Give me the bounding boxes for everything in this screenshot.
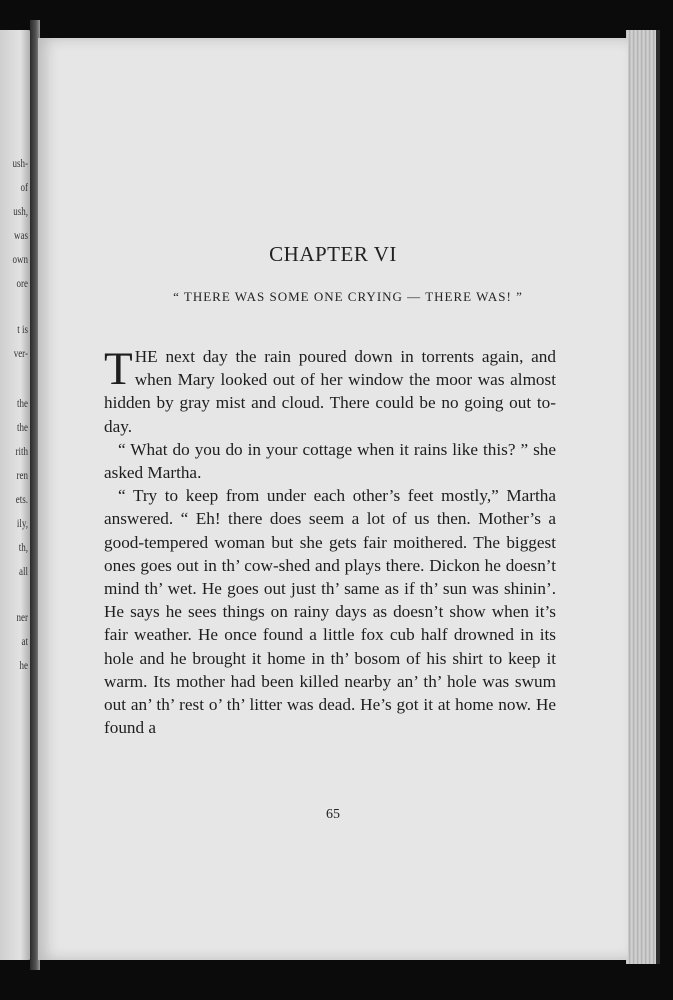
paragraph-text: “ What do you do in your cottage when it rains like this? ” she asked Martha. xyxy=(104,439,556,483)
facing-page-fragment: ver- xyxy=(13,346,28,360)
facing-page-fragment: all xyxy=(19,564,28,578)
facing-page-fragment: rith xyxy=(15,444,28,458)
facing-page-fragment: ore xyxy=(16,276,28,290)
paragraph-text: “ Try to keep from under each other’s feet mostly,” Martha answered. “ Eh! there does seem a lot of us then. Mother’s a good-tempered woman but she gets fair moithered. The biggest ones goes out in th’ cow-shed and plays there. Dickon he doesn’t mind th’ wet. He goes out just th’ same as if th’ sun was shinin’. He says he sees things on rainy days as doesn’t show when it’s fair weather. He once found a little fox cub half drowned in its hole and he brought it home in th’ bosom of his shirt to keep it warm. Its mother had been killed nearby an’ th’ hole was swum out an’ th’ rest o’ th’ litter was dead. He’s got it at home now. He found a xyxy=(104,486,556,738)
facing-page-fragment: the xyxy=(16,420,28,434)
paragraph xyxy=(104,345,556,438)
facing-page-fragment: ets. xyxy=(15,492,28,506)
paragraph-text: HE next day the rain poured down in torrents again, and when Mary looked out of her window the moor was almost hidden by gray mist and cloud. There could be no going out to-day. xyxy=(104,347,556,436)
facing-page-fragment: th, xyxy=(18,540,28,554)
facing-page-fragment: the xyxy=(16,396,28,410)
paragraph xyxy=(104,484,556,739)
facing-page-fragment: was xyxy=(13,228,28,242)
paragraph xyxy=(104,438,556,484)
facing-page-fragment: ner xyxy=(16,610,28,624)
chapter-body xyxy=(104,345,556,739)
book-page xyxy=(38,38,628,960)
page-block-edge xyxy=(626,30,660,964)
chapter-heading: CHAPTER VI xyxy=(269,242,397,266)
chapter-subtitle: “ THERE WAS SOME ONE CRYING — THERE WAS! ” xyxy=(173,289,523,304)
facing-page-fragment: of xyxy=(20,180,28,194)
facing-page-fragment: t is xyxy=(17,322,28,336)
facing-page-fragment: own xyxy=(12,252,28,266)
facing-page-fragment: ren xyxy=(16,468,28,482)
facing-page-fragment: at xyxy=(21,634,28,648)
facing-page-edge xyxy=(0,30,34,960)
facing-page-fragment: ush- xyxy=(12,156,28,170)
facing-page-fragment: ush, xyxy=(13,204,28,218)
facing-page-fragment: he xyxy=(19,658,28,672)
page-number: 65 xyxy=(326,807,340,822)
facing-page-fragment: ily, xyxy=(16,516,28,530)
drop-cap: T xyxy=(104,343,133,395)
